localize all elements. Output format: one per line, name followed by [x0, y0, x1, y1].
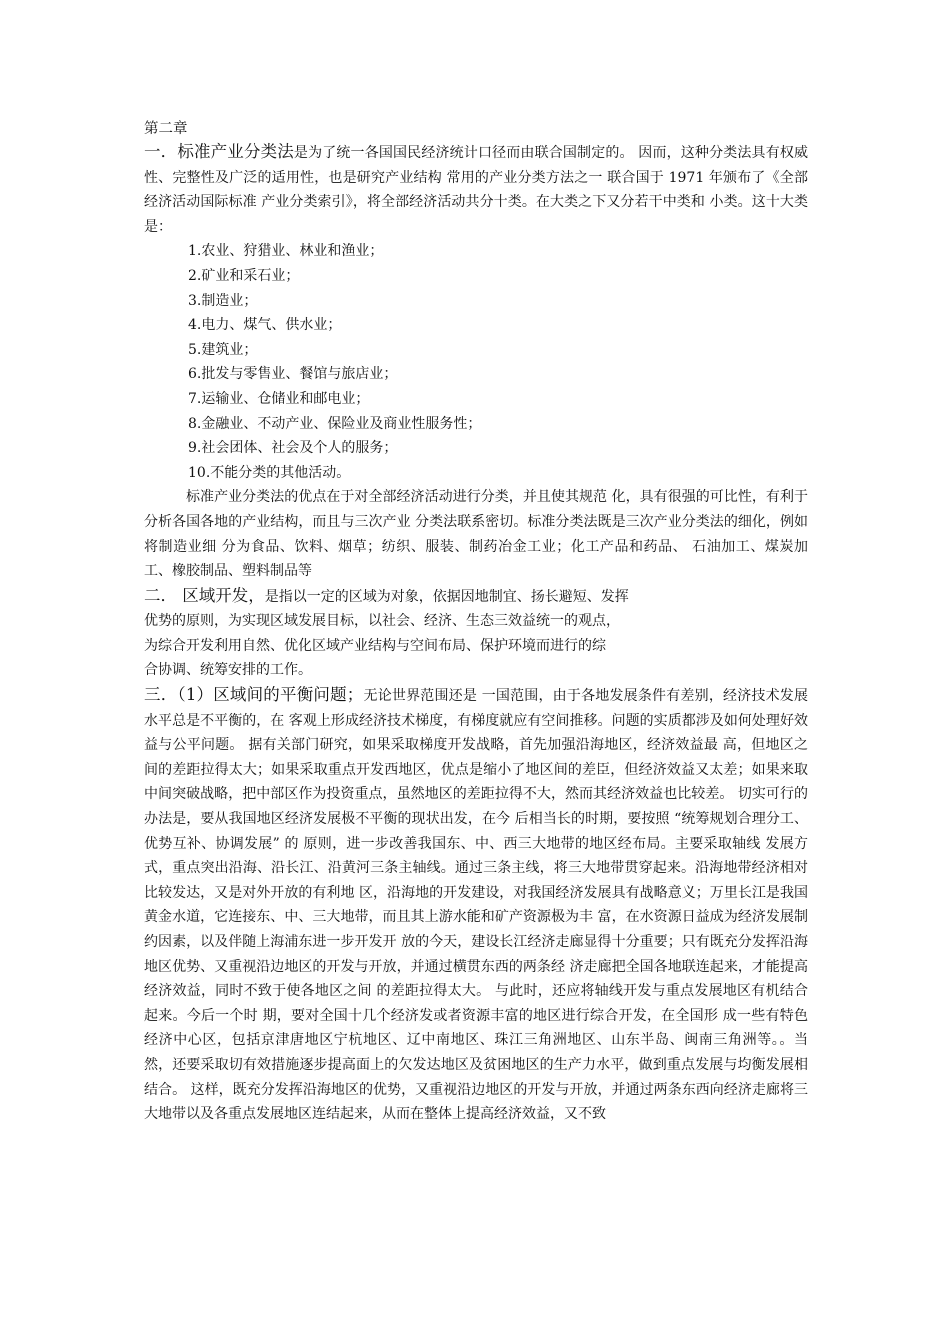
section-2-line: 合协调、统筹安排的工作。: [144, 662, 312, 679]
section-3-text: 无论世界范围还是 一国范围，由于各地发展条件有差别，经济技术发展水平总是不平衡的，在 客观上形成经济技术梯度，有梯度就应有空间推移。问题的实质都涉及如何处理好效益与公平问题。 据有关部门研究，如果采取梯度开发战略，首先加强沿海地区，经济效益最 高，但地区之间的差距拉得太大；如果采取重点开发西地区，优点是缩小了地区间的差臣，但经济效益又太差；如果来取中间突破战略，把中部区作为投资重点，虽然地区的差距拉得不大，然而其经济效益也比较差。 切实可行的办法是，要从我国地区经济发展极不平衡的现状出发，在今 后相当长的时期，要按照 “统筹规划合理分工、优势互补、协调发展” 的 原则，进一步改善我国东、中、西三大地带的地区经布局。主要采取轴线 发展方式，重点突出沿海、沿长江、沿黄河三条主轴线。通过三条主线，将三大地带贯穿起来。沿海地带经济相对比较发达，又是对外开放的有利地 区，沿海地的开发建设，对我国经济发展具有战略意义；万里长江是我国 黄金水道，它连接东、中、三大地带，而且其上游水能和矿产资源极为丰 富，在水资源日益成为经济发展制约因素，以及伴随上海浦东进一步开发开 放的今天，建设长江经济走廊显得十分重要；只有既充分发挥沿海地区优势、又重视沿边地区的开发与开放，并通过横贯东西的两条经 济走廊把全国各地联连起来，才能提高经济效益，同时不致于使各地区之间 的差距拉得太大。 与此时，还应将轴线开发与重点发展地区有机结合起来。今后一个时 期，要对全国十几个经济发或者资源丰富的地区进行综合开发，在全国形 成一些有特色经济中心区，包括京津唐地区宁杭地区、辽中南地区、珠江三角洲地区、山东半岛、闽南三角洲等。。当然，还要采取切有效措施逐步提高面上的欠发达地区及贫困地区的生产力水平，做到重点发展与均衡发展相结合。 这样，既充分发挥沿海地区的优势，又重视沿边地区的开发与开放，并通过两条东西向经济走廊将三大地带以及各重点发展地区连结起来，从而在整体上提高经济效益，又不致: [144, 688, 809, 1123]
section-2-text: 是指以一定的区域为对象，依据因地制宜、扬长避短、发挥: [264, 588, 629, 605]
list-item: 3.制造业；: [188, 292, 258, 309]
list-item: 5.建筑业；: [188, 341, 258, 358]
industry-category-list: [144, 239, 808, 485]
list-item: 10.不能分类的其他活动。: [188, 464, 351, 481]
section-1-summary: 标准产业分类法的优点在于对全部经济活动进行分类，并且使其规范 化，具有很强的可比性，有利于分析各国各地的产业结构，而且与三次产业 分类法联系密切。标准分类法既是三次产业分类法的细化，例如将制造业细 分为食品、饮料、烟草；纺织、服装、制药冶金工业；化工产品和药品、 石油加工、煤炭加工、橡胶制品、塑料制品等: [144, 489, 808, 580]
section-3-heading: 三．（1）区域间的平衡问题；: [144, 685, 364, 705]
section-3: [144, 683, 808, 1127]
list-item: 6.批发与零售业、餐馆与旅店业；: [188, 366, 398, 383]
section-1-heading: 一．标准产业分类法: [144, 142, 294, 161]
list-item: 7.运输业、仓储业和邮电业；: [188, 390, 370, 407]
section-1-intro-text: 是为了统一各国国民经济统计口径而由联合国制定的。 因而，这种分类法具有权威性、完整性及广泛的适用性，也是研究产业结构 常用的产业分类方法之一 联合国于 1971 年颁布了《全部经济活动国际标准 产业分类索引》，将全部经济活动共分十类。在大类之下又分若干中类和 小类。这十大类是：: [144, 145, 809, 235]
section-1-intro: [144, 140, 808, 239]
chapter-title: 第二章: [144, 121, 188, 137]
section-2: [144, 584, 714, 683]
section-2-line: 优势的原则，为实现区域发展目标，以社会、经济、生态三效益统一的观点，: [144, 613, 620, 630]
list-item: 2.矿业和采石业；: [188, 267, 300, 284]
section-2-heading: 二． 区域开发，: [144, 585, 265, 605]
section-2-line: [144, 584, 714, 610]
section-2-line: 为综合开发利用自然、优化区域产业结构与空间布局、保护环境而进行的综: [144, 637, 606, 654]
list-item: 9.社会团体、社会及个人的服务；: [188, 440, 398, 457]
list-item: 8.金融业、不动产业、保险业及商业性服务性；: [188, 415, 482, 432]
document-body: [144, 118, 808, 1127]
list-item: 4.电力、煤气、供水业；: [188, 317, 342, 334]
list-item: 1.农业、狩猎业、林业和渔业；: [188, 243, 384, 260]
